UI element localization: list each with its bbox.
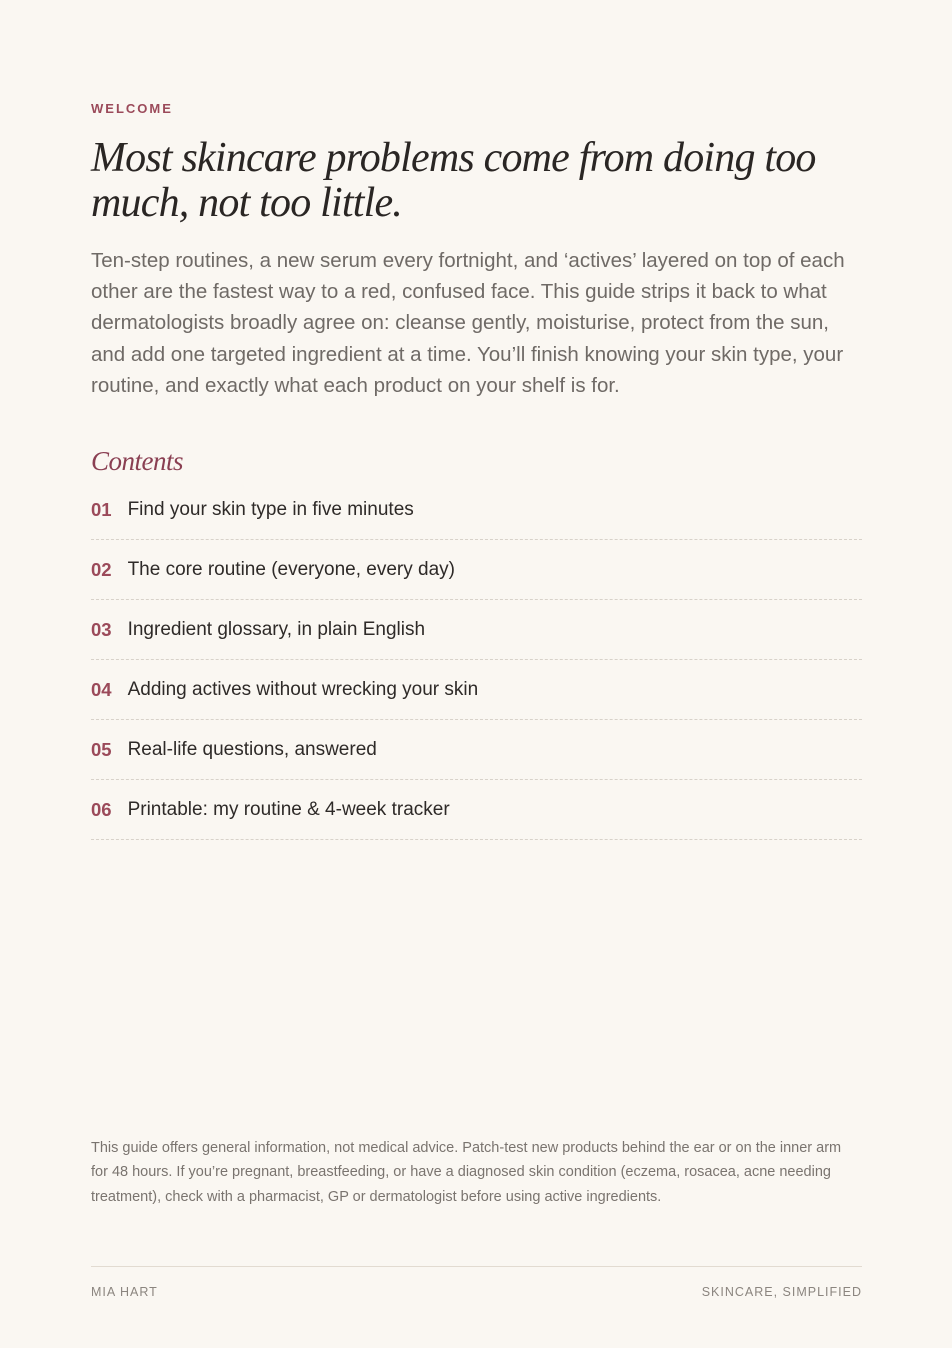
toc-number: 03	[91, 618, 112, 640]
toc-item-05[interactable]	[91, 720, 862, 780]
intro-paragraph: Ten-step routines, a new serum every fortnight, and ‘actives’ layered on top of each other are the fastest way to a red, confused face. This guide strips it back to what dermatologists broadly agree on: cleanse gently, moisturise, protect from the sun, and add one targeted ingredient at a time. You’ll finish knowing your skin type, your routine, and exactly what each product on your shelf is for.	[91, 249, 845, 397]
footer-author: MIA HART	[91, 1285, 158, 1299]
toc-label: Printable: my routine & 4-week tracker	[127, 798, 450, 820]
section-eyebrow: WELCOME	[91, 101, 173, 116]
toc-item-01[interactable]	[91, 480, 862, 540]
page-headline: Most skincare problems come from doing too much, not too little.	[91, 135, 816, 226]
toc-number: 05	[91, 738, 112, 760]
contents-heading: Contents	[91, 446, 184, 476]
medical-disclaimer: This guide offers general information, not medical advice. Patch-test new products behind the ear or on the inner arm for 48 hours. If you’re pregnant, breastfeeding, or have a diagnosed skin condition (eczema, rosacea, acne needing treatment), check with a pharmacist, GP or dermatologist before using active ingredients.	[91, 1140, 842, 1205]
toc-number: 01	[91, 498, 112, 520]
toc-number: 04	[91, 678, 112, 700]
table-of-contents	[91, 480, 862, 840]
page	[91, 0, 862, 1348]
toc-item-04[interactable]	[91, 660, 862, 720]
toc-item-02[interactable]	[91, 540, 862, 600]
toc-label: Real-life questions, answered	[127, 738, 377, 760]
footer-title: SKINCARE, SIMPLIFIED	[701, 1285, 862, 1299]
page-footer	[91, 1285, 862, 1299]
toc-label: Ingredient glossary, in plain English	[127, 618, 426, 640]
toc-number: 02	[91, 558, 112, 580]
toc-number: 06	[91, 798, 112, 820]
toc-label: Adding actives without wrecking your skin	[127, 678, 479, 700]
footer-divider	[91, 1266, 862, 1267]
toc-item-06[interactable]	[91, 780, 862, 840]
toc-label: Find your skin type in five minutes	[127, 498, 414, 520]
toc-item-03[interactable]	[91, 600, 862, 660]
toc-label: The core routine (everyone, every day)	[127, 558, 455, 580]
